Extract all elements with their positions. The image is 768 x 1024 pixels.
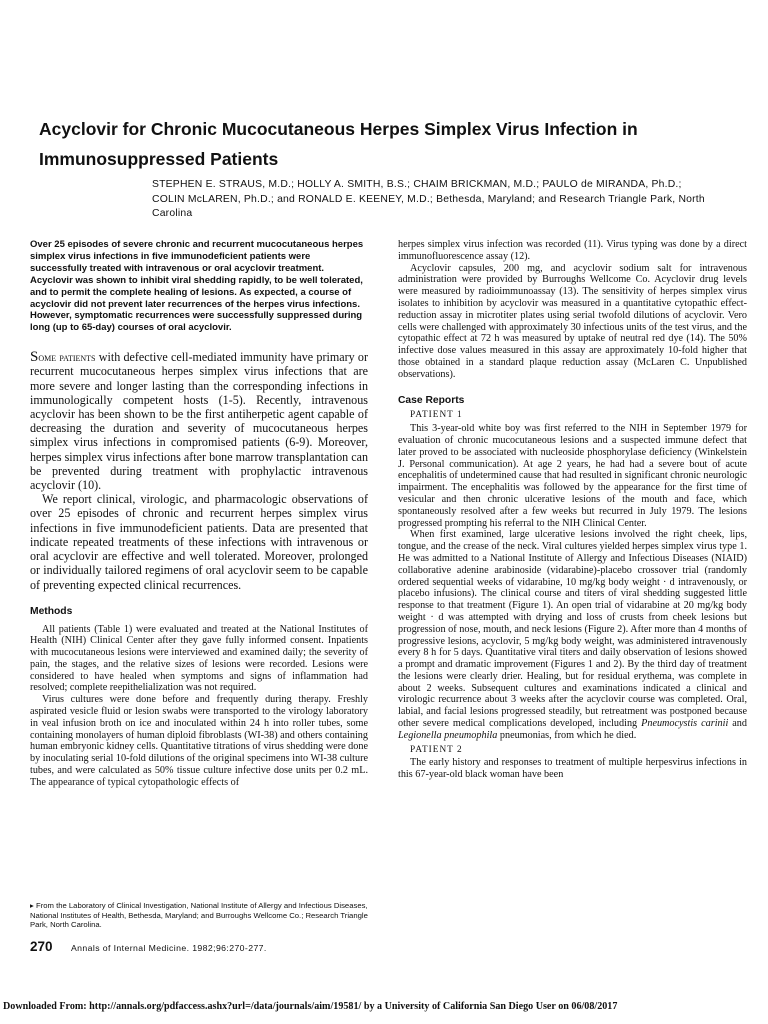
methods-paragraph-3: herpes simplex virus infection was recorded (11). Virus typing was done by a direct immunofluorescence assay (12). <box>398 239 747 262</box>
page-number: 270 <box>30 939 53 954</box>
patient-1-paragraph-2-text: When first examined, large ulcerative lesions involved the right cheek, lips, tongue, and the crease of the neck. Viral cultures yielded herpes simplex virus type 1. He was admitted to a National Institute of Allergy and Infectious Diseases (NIAID) collaborative adenine arabinoside (vidarabine)-placebo crossover trial (randomly ordered sequential weeks of vidarabine, 10 mg/kg body weight · d intravenously, or placebo infusions). The clinical course and titers of viral shedding suggested little response to that treatment (Figure 1). An open trial of vidarabine at 20 mg/kg body weight · d was attempted with drying and loss of crusts from cheek lesions but progression of nose, mouth, and neck lesions (Figure 2). After more than 4 months of progressive lesions, acyclovir, 5 mg/kg body weight, was administered intravenously every 8 h for 5 days. Quantitative viral titers and daily observation of lesions showed a prompt and dramatic improvement (Figures 1 and 2). By the third day of treatment the lesions were clearly drier. Healing, but for residual erythema, was complete in about 2 weeks. Subsequent cultures and examinations indicated a clinical and virologic recurrence about 3 weeks after the acyclovir course was completed. Oral, labial, and facial lesions progressed steadily, but retreatment was postponed because other severe medical complications developed, including <box>398 529 747 730</box>
patient-2-label: PATIENT 2 <box>410 744 463 755</box>
methods-paragraph-2: Virus cultures were done before and frequently during therapy. Freshly aspirated vesicle fluid or lesion swabs were transported to the virology laboratory in veal infusion broth on ice and inoculated within 24 h into roller tubes, some containing monolayers of human diploid fibroblasts (WI-38) and others containing human embryonic kidney cells. Quantitative titrations of virus shedding were done by inoculating serial 10-fold dilutions of the original specimens into WI-38 culture tubes, and were calculated as 50% tissue culture infective dose units per 0.2 mL. The appearance of typical cytopathologic effects of <box>30 694 368 788</box>
case-reports-heading: Case Reports <box>398 394 465 406</box>
article-title: Acyclovir for Chronic Mucocutaneous Herpes Simplex Virus Infection in Immunosuppressed Patients <box>39 119 638 169</box>
patient-1-paragraph-2-end: pneumonias, from which he died. <box>497 729 637 741</box>
page-footer <box>30 938 370 956</box>
author-list: STEPHEN E. STRAUS, M.D.; HOLLY A. SMITH, B.S.; CHAIM BRICKMAN, M.D.; PAULO de MIRANDA, Ph.D.; COLIN McLAREN, Ph.D.; and RONALD E. KEENEY, M.D.; Bethesda, Maryland; and Research Triangle Park, North Carolina <box>152 179 705 220</box>
pathogen-name-2: Legionella pneumophila <box>398 729 498 741</box>
patient-1-label: PATIENT 1 <box>410 410 463 421</box>
introduction <box>30 350 368 591</box>
patient-1-paragraph-1: This 3-year-old white boy was first referred to the NIH in September 1979 for evaluation of chronic mucocutaneous lesions and a suspected immune defect that later proved to be associated with nucleoside phosphorylase deficiency (Winkelstein J. Personal communication). At age 2 years, he had had a severe bout of acute encephalitis of undetermined cause that had resulted in significant chronic neurologic impairment. The encephalitis was followed by the appearance for the first time of vesicular and then chronic ulcerative lesions of the mouth and face, which spontaneously resolved after a few weeks but recurred in July 1979. The lesions progressed prompting his referral to the NIH Clinical Center. <box>398 423 747 529</box>
left-column <box>30 239 368 789</box>
abstract: Over 25 episodes of severe chronic and recurrent mucocutaneous herpes simplex virus infections in five immunodeficient patients were successfully treated with intravenous or oral acyclovir treatment. Acyclovir was shown to inhibit viral shedding rapidly, to be well tolerated, and to permit the complete healing of lesions. As expected, a course of acyclovir did not prevent later recurrences of the herpes virus infections. However, symptomatic recurrences were successfully suppressed during long (up to 65-day) courses of oral acyclovir. <box>30 239 364 334</box>
journal-citation: Annals of Internal Medicine. 1982;96:270-277. <box>70 943 267 953</box>
methods-heading: Methods <box>30 605 73 617</box>
download-notice: Downloaded From: http://annals.org/pdfaccess.ashx?url=/data/journals/aim/19581/ by a University of California San Diego User on 06/08/2017 <box>3 1001 618 1012</box>
intro-paragraph-1-text: with defective cell-mediated immunity have primary or recurrent mucocutaneous herpes simplex virus infections that are more severe and longer lasting than the corresponding infections in immunologically competent hosts (1-5). Recently, intravenous acyclovir has been shown to be the first antiherpetic agent capable of decreasing the duration and severity of mucocutaneous herpes simplex virus infections in compromised patients (6-9). Moreover, herpes simplex virus infections after bone marrow transplantation can be prevented during treatment with prophylactic intravenous acyclovir (10). <box>30 350 368 493</box>
affiliation-footnote: ▸ From the Laboratory of Clinical Investigation, National Institute of Allergy and Infectious Diseases, National Institutes of Health, Bethesda, Maryland; and Burroughs Wellcome Co.; Research Triangle Park, North Carolina. <box>30 901 368 930</box>
right-column <box>398 239 747 781</box>
methods-paragraph-1: All patients (Table 1) were evaluated and treated at the National Institutes of Health (NIH) Clinical Center after they gave fully informed consent. Inpatients with mucocutaneous lesions were interviewed and examined daily; the severity of pain, the stages, and the relative sizes of lesions were recorded. Lesions were considered to have healed when symptoms and signs of inflammation had resolved; complete reepithelialization was not required. <box>30 623 368 694</box>
drop-letter: S <box>30 349 39 366</box>
methods-paragraph-4: Acyclovir capsules, 200 mg, and acyclovir sodium salt for intravenous administration were provided by Burroughs Wellcome Co. Acyclovir drug levels were measured by radioimmunoassay (13). The sensitivity of herpes simplex virus isolates to inhibition by acyclovir was measured in a quantitative cytopathic effect-reduction assay in microtiter plates using serial twofold dilutions of acyclovir. Vero cells were challenged with approximately 30 infectious units of the test virus, and the cytopathic effect at 72 h was measured by uptake of neutral red dye (14). The 50% infective dose values measured in this assay are approximately 10-fold higher that those obtained in a standard plaque reduction assay (McLaren C. Unpublished observations). <box>398 262 747 380</box>
intro-small-caps: ome patients <box>38 350 96 365</box>
intro-paragraph-2: We report clinical, virologic, and pharmacologic observations of over 25 episodes of chronic and recurrent herpes simplex virus infections in five immunodeficient patients. Data are presented that indicate repeated treatments of these infections with intravenous or oral acyclovir are effective and well tolerated. Moreover, prolonged or individually tailored regimens of oral acyclovir seem to be capable of preventing expected clinical recurrences. <box>30 492 368 592</box>
pathogen-name-1: Pneumocystis carinii <box>641 718 729 730</box>
patient-2-paragraph-1: The early history and responses to treatment of multiple herpesvirus infections in this 67-year-old black woman have been <box>398 757 747 781</box>
intro-paragraph-1 <box>30 350 368 492</box>
patient-1-paragraph-2 <box>398 529 747 741</box>
conjunction: and <box>728 718 747 730</box>
